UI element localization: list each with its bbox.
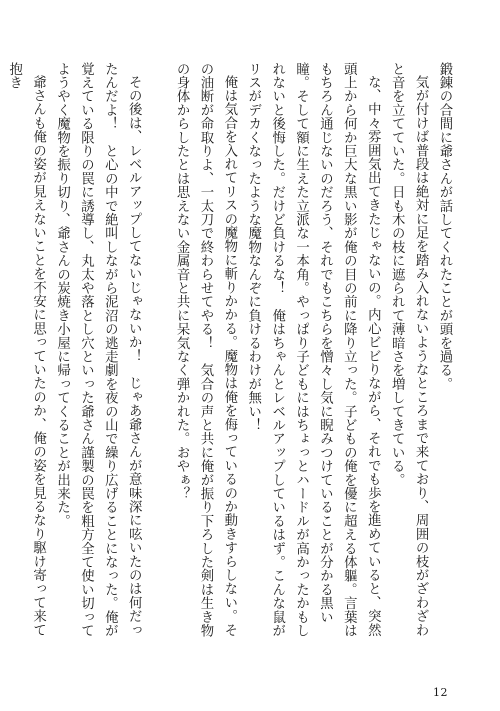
paragraph-4: 俺は気合を入れてリスの魔物に斬りかかる。魔物は俺を侮っているのか動きすらしない。その油断が命取りよ、一太刀で終わらせてやる！ 気合の声と共に俺が振り下ろした剣は生き物の身体からしたとは思えない金属音と共に呆気なく弾かれた。おやぁ？ xyxy=(174,62,237,638)
paragraph-5: その後は、レベルアップしてないじゃないか！ じゃあ爺さんが意味深に呟いたのは何だったんだよ！ と心の中で絶叫しながら泥沼の逃走劇を夜の山で繰り広げることになった。俺が覚えている限りの罠に誘導し、丸太や落とし穴といった爺さん謹製の罠を粗方全て使い切ってようやく魔物を振り切り、爺さんの炭焼き小屋に帰ってくることが出来た。 xyxy=(54,62,142,638)
paragraph-2: 気が付けば普段は絶対に足を踏み入れないようなところまで来ており、周囲の枝がざわざわと音を立てていた。日も木の枝に遮られて薄暗さを増してきている。 xyxy=(389,62,429,638)
paragraph-3: な、中々雰囲気出てきたじゃないの。内心ビビりながら、それでも歩を進めていると、突然頭上から何か巨大な黒い影が俺の目の前に降り立った。子どもの俺を優に超える体軀。言葉はもちろん通じないのだろう、それでもこちらを憎々し気に睨みつけていることが分かる黒い瞳。そして額に生えた立派な一本角。やっぱり子どもにはちょっとハードルが高かったかもしれないと後悔した。だけど負けるな！ 俺はちゃんとレベルアップしているはず。こんな鼠がリスがデカくなったような魔物なんぞに負けるわけが無い！ xyxy=(245,62,381,638)
page-number: 12 xyxy=(433,686,448,699)
paragraph-6: 爺さんも俺の姿が見えないことを不安に思っていたのか、俺の姿を見るなり駆け寄って来て抱き xyxy=(6,62,46,638)
paragraph-1: 鍛錬の合間に爺さんが話してくれたことが頭を過る。 xyxy=(437,62,452,391)
vertical-text-block xyxy=(6,62,456,646)
